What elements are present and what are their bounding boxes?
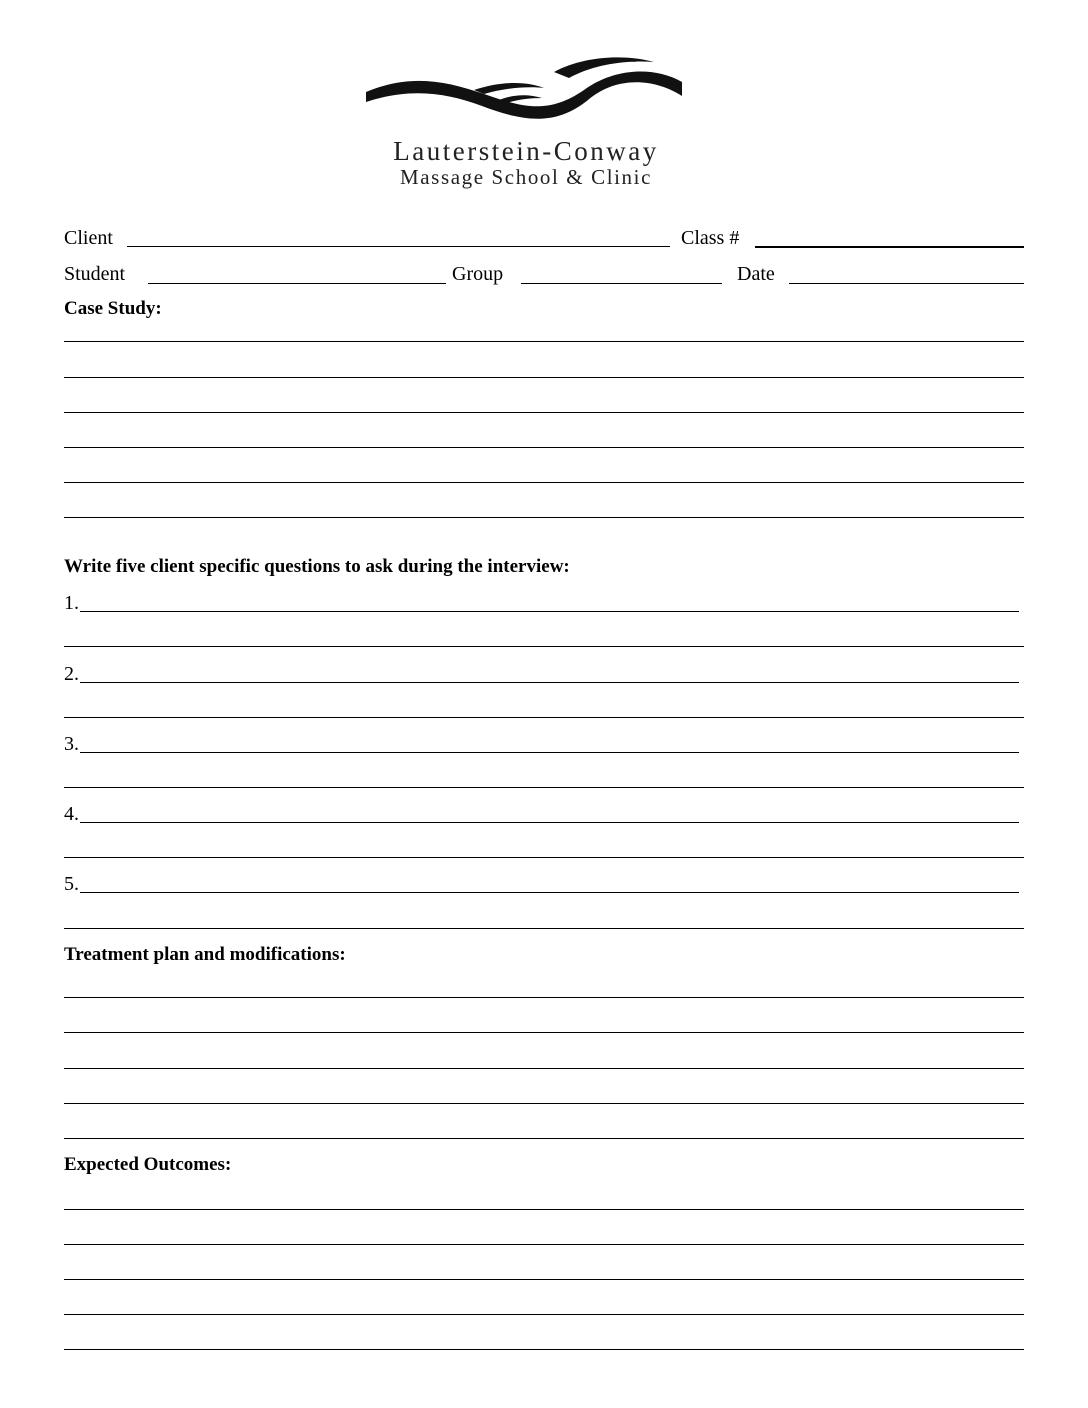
question-number: 1. [64, 592, 79, 614]
questions-heading: Write five client specific questions to ask during the interview: [64, 556, 570, 577]
case-study-line[interactable] [64, 412, 1024, 413]
question-5-line[interactable] [64, 928, 1024, 929]
outcomes-line[interactable] [64, 1209, 1024, 1210]
question-2-field[interactable] [80, 682, 1019, 683]
outcomes-line[interactable] [64, 1314, 1024, 1315]
student-label: Student [64, 263, 126, 285]
client-label: Client [64, 227, 113, 249]
question-3-field[interactable] [80, 752, 1019, 753]
question-2-line[interactable] [64, 717, 1024, 718]
group-label: Group [452, 263, 504, 285]
wave-logo-icon [364, 52, 688, 132]
case-study-line[interactable] [64, 517, 1024, 518]
treatment-line[interactable] [64, 997, 1024, 998]
question-4-field[interactable] [80, 822, 1019, 823]
question-number: 5. [64, 873, 79, 895]
outcomes-line[interactable] [64, 1349, 1024, 1350]
case-study-line[interactable] [64, 341, 1024, 342]
outcomes-heading: Expected Outcomes: [64, 1154, 232, 1175]
logo-title: Lauterstein-Conway [393, 136, 659, 166]
student-field[interactable] [148, 283, 446, 284]
treatment-line[interactable] [64, 1103, 1024, 1104]
case-study-heading: Case Study: [64, 298, 162, 319]
treatment-heading: Treatment plan and modifications: [64, 944, 346, 965]
question-1-field[interactable] [80, 611, 1019, 612]
case-study-line[interactable] [64, 447, 1024, 448]
date-label: Date [737, 263, 775, 285]
treatment-line[interactable] [64, 1068, 1024, 1069]
school-logo [364, 52, 688, 202]
client-field[interactable] [127, 246, 670, 247]
question-number: 4. [64, 803, 79, 825]
treatment-line[interactable] [64, 1032, 1024, 1033]
question-1-line[interactable] [64, 646, 1024, 647]
outcomes-line[interactable] [64, 1244, 1024, 1245]
group-field[interactable] [521, 283, 722, 284]
class-label: Class # [681, 227, 740, 249]
question-number: 2. [64, 663, 79, 685]
case-study-line[interactable] [64, 482, 1024, 483]
case-study-line[interactable] [64, 377, 1024, 378]
question-5-field[interactable] [80, 892, 1019, 893]
outcomes-line[interactable] [64, 1279, 1024, 1280]
treatment-line[interactable] [64, 1138, 1024, 1139]
date-field[interactable] [789, 283, 1024, 284]
question-4-line[interactable] [64, 857, 1024, 858]
logo-subtitle: Massage School & Clinic [399, 165, 653, 189]
question-number: 3. [64, 733, 79, 755]
class-field[interactable] [755, 246, 1024, 248]
question-3-line[interactable] [64, 787, 1024, 788]
